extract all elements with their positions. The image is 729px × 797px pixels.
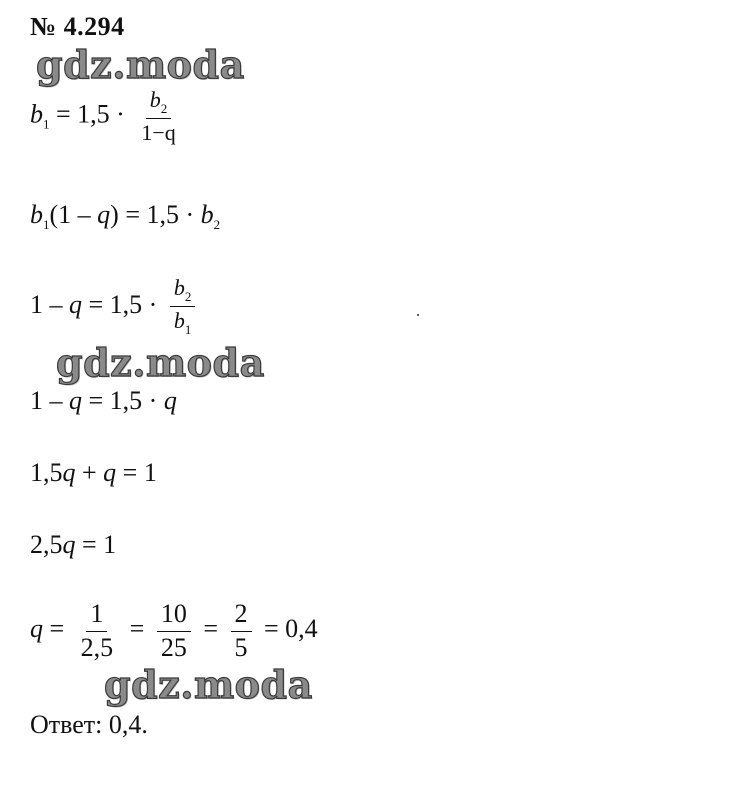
eq3-lhs-q: q — [69, 289, 82, 319]
eq5-q2: q — [103, 458, 117, 487]
stray-dot — [417, 314, 419, 316]
eq5-mid: + — [75, 458, 104, 487]
equation-5 — [30, 458, 157, 488]
eq3-coef: = 1,5 · — [82, 289, 158, 319]
eq6-q: q — [62, 530, 76, 559]
eq3-num-var: b — [173, 275, 185, 300]
eq1-lhs-var: b — [30, 99, 43, 129]
eq2-coef: = 1,5 · — [118, 200, 201, 229]
eq7-f2-num: 10 — [157, 600, 191, 632]
eq7-result: = 0,4 — [264, 614, 318, 644]
eq4-q2: q — [163, 386, 177, 415]
eq1-fraction — [137, 88, 179, 145]
eq6-pre: 2,5 — [30, 530, 63, 559]
eq1-num-sub: 2 — [160, 101, 168, 116]
eq7-f3-den: 5 — [234, 632, 248, 662]
eq5-post: = 1 — [116, 458, 157, 487]
eq7-eq1: = — [49, 614, 65, 644]
eq7-f1-den: 2,5 — [80, 632, 114, 662]
equation-3 — [30, 276, 201, 338]
eq7-eq2: = — [129, 614, 145, 644]
eq7-fraction-1 — [77, 600, 118, 662]
eq7-f2-den: 25 — [160, 632, 187, 662]
equation-1 — [30, 88, 186, 145]
equation-6 — [30, 530, 116, 560]
eq3-fraction — [170, 276, 196, 338]
eq2-paren-close: ) — [110, 200, 119, 229]
eq3-lhs-pre: 1 – — [30, 289, 69, 319]
eq1-numerator — [146, 88, 172, 119]
eq3-den-var: b — [173, 308, 185, 334]
eq3-numerator — [170, 276, 196, 307]
eq7-fraction-2 — [157, 600, 191, 662]
problem-number: № 4.294 — [30, 12, 125, 41]
equation-7 — [30, 600, 318, 662]
eq1-lhs-sub: 1 — [43, 116, 50, 132]
answer: Ответ: 0,4. — [30, 710, 148, 739]
eq2-b1-sub: 1 — [43, 217, 50, 232]
eq4-q1: q — [69, 386, 82, 415]
watermark: gdz.moda — [36, 42, 245, 87]
eq1-denominator: 1−q — [141, 120, 176, 146]
eq5-q1: q — [62, 458, 76, 487]
eq2-paren-open: (1 – — [49, 200, 98, 229]
equation-4 — [30, 386, 177, 416]
eq3-den-sub: 1 — [184, 322, 192, 338]
eq2-q: q — [97, 200, 111, 229]
equation-2 — [30, 200, 220, 233]
watermark: gdz.moda — [104, 662, 313, 707]
eq2-b1-var: b — [30, 200, 43, 229]
eq4-mid: = 1,5 · — [82, 386, 164, 415]
eq5-pre: 1,5 — [30, 458, 63, 487]
eq7-f1-num: 1 — [86, 600, 107, 632]
eq3-num-sub: 2 — [184, 289, 192, 304]
eq6-post: = 1 — [75, 530, 117, 559]
eq7-eq3: = — [203, 614, 219, 644]
eq1-num-var: b — [149, 87, 161, 112]
eq1-coef: = 1,5 · — [56, 99, 125, 129]
watermark: gdz.moda — [56, 340, 265, 385]
eq3-denominator — [170, 307, 196, 337]
eq7-fraction-3 — [231, 600, 252, 662]
eq2-b2-sub: 2 — [213, 217, 221, 232]
eq4-pre: 1 – — [30, 386, 69, 415]
eq2-b2-var: b — [200, 200, 214, 229]
eq7-q: q — [30, 614, 43, 644]
eq7-f3-num: 2 — [231, 600, 252, 632]
